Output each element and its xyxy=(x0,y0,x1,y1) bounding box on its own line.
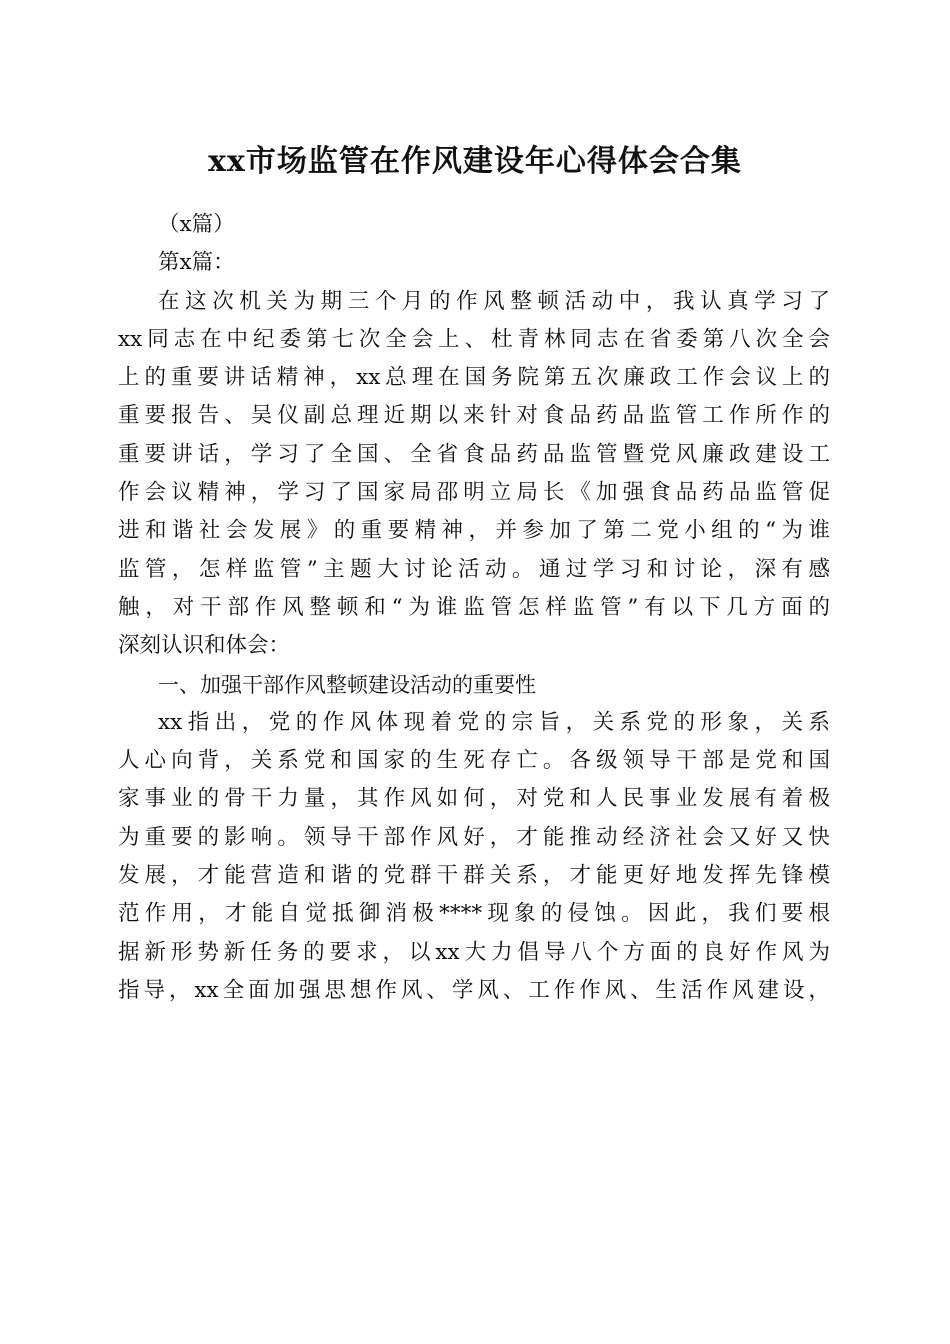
body-line: 人心向背，关系党和国家的生死存亡。各级领导干部是党和国 xyxy=(118,748,830,774)
body-line: 重要讲话，学习了全国、全省食品药品监管暨党风廉政建设工 xyxy=(118,441,830,467)
document-body xyxy=(118,206,830,1010)
body-line: 为重要的影响。领导干部作风好，才能推动经济社会又好又快 xyxy=(118,824,830,850)
body-line: 第x篇： xyxy=(158,250,235,276)
body-line: 作会议精神，学习了国家局邵明立局长《加强食品药品监管促 xyxy=(118,480,830,506)
body-line: 触，对干部作风整顿和“为谁监管怎样监管”有以下几方面的 xyxy=(118,594,830,620)
body-line: 据新形势新任务的要求，以xx大力倡导八个方面的良好作风为 xyxy=(118,939,830,965)
body-line: xx指出，党的作风体现着党的宗旨，关系党的形象，关系 xyxy=(158,709,830,735)
body-line: 发展，才能营造和谐的党群干群关系，才能更好地发挥先锋模 xyxy=(118,863,830,889)
body-line: 上的重要讲话精神，xx总理在国务院第五次廉政工作会议上的 xyxy=(118,365,830,391)
body-line: 在这次机关为期三个月的作风整顿活动中，我认真学习了 xyxy=(158,288,830,314)
document-title: xx市场监管在作风建设年心得体会合集 xyxy=(208,144,742,179)
body-line: xx同志在中纪委第七次全会上、杜青林同志在省委第八次全会 xyxy=(118,326,830,352)
section-heading: 一、加强干部作风整顿建设活动的重要性 xyxy=(158,672,536,697)
body-line: 范作用，才能自觉抵御消极****现象的侵蚀。因此，我们要根 xyxy=(118,901,830,927)
body-line: 深刻认识和体会： xyxy=(118,633,291,659)
body-line: 进和谐社会发展》的重要精神，并参加了第二党小组的“为谁 xyxy=(118,518,830,544)
body-line: 家事业的骨干力量，其作风如何，对党和人民事业发展有着极 xyxy=(118,786,830,812)
body-line: （x篇） xyxy=(158,212,235,237)
body-line: 重要报告、吴仪副总理近期以来针对食品药品监管工作所作的 xyxy=(118,403,830,429)
body-line: 指导，xx全面加强思想作风、学风、工作作风、生活作风建设， xyxy=(118,977,830,1003)
body-line: 监管，怎样监管”主题大讨论活动。通过学习和讨论，深有感 xyxy=(118,556,830,582)
